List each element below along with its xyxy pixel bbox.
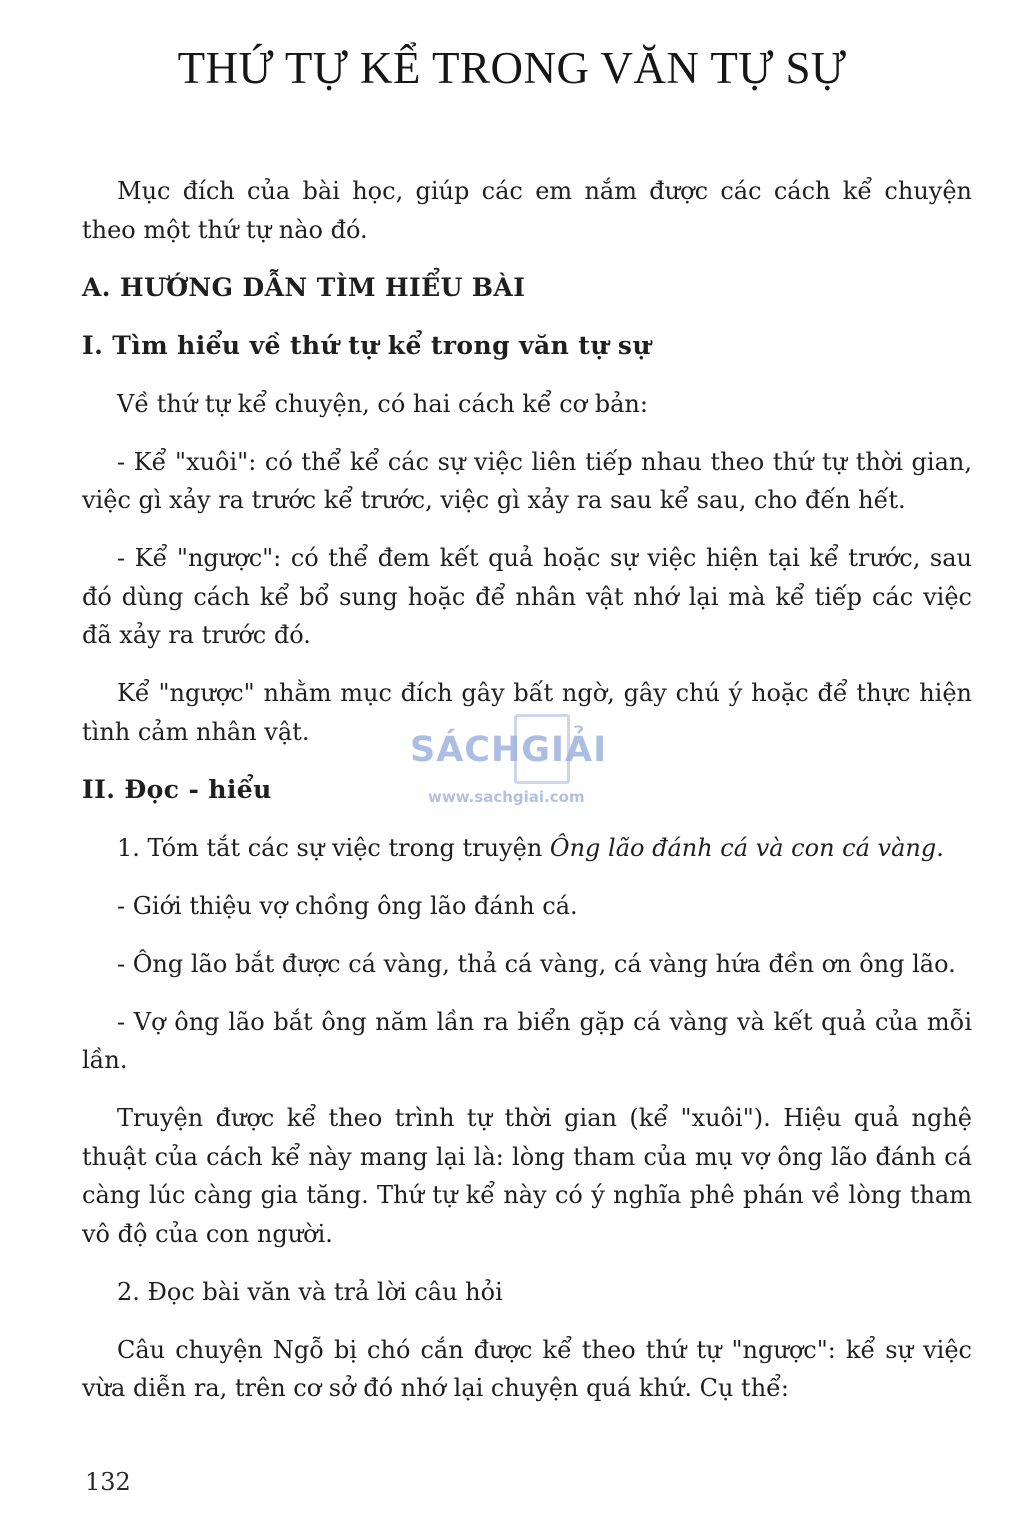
story-title: Ông lão đánh cá và con cá vàng.: [549, 833, 944, 862]
summary-bullet-2: - Ông lão bắt được cá vàng, thả cá vàng, cá vàng hứa đền ơn ông lão.: [117, 949, 956, 978]
ngo-paragraph: Câu chuyện Ngỗ bị chó cắn được kể theo thứ tự "ngược": kể sự việc vừa diễn ra, trên cơ sở đó nhớ lại chuyện quá khứ. Cụ thể:: [82, 1335, 972, 1402]
page-number: 132: [85, 1468, 131, 1496]
summary-bullet-3: - Vợ ông lão bắt ông năm lần ra biển gặp cá vàng và kết quả của mỗi lần.: [82, 1007, 972, 1074]
section-2-heading: II. Đọc - hiểu: [82, 774, 272, 804]
two-ways-paragraph: Về thứ tự kể chuyện, có hai cách kể cơ bản:: [117, 389, 648, 418]
intro-paragraph: Mục đích của bài học, giúp các em nắm được các cách kể chuyện theo một thứ tự nào đó.: [82, 177, 972, 244]
page-title: THỨ TỰ KỂ TRONG VĂN TỰ SỰ: [177, 43, 847, 93]
question-1: [82, 829, 972, 868]
watermark-brand: SÁCHGIẢI: [410, 730, 608, 770]
page-content: [82, 172, 972, 1427]
watermark-url: www.sachgiai.com: [428, 788, 585, 806]
ke-nguoc-purpose-paragraph: Kể "ngược" nhằm mục đích gây bất ngờ, gây chú ý hoặc để thực hiện tình cảm nhân vật.: [82, 679, 972, 746]
section-1-heading: I. Tìm hiểu về thứ tự kể trong văn tự sự: [82, 330, 651, 360]
ke-xuoi-paragraph: - Kể "xuôi": có thể kể các sự việc liên tiếp nhau theo thứ tự thời gian, việc gì xảy ra trước kể trước, việc gì xảy ra sau kể sau, cho đến hết.: [82, 447, 972, 514]
ke-nguoc-paragraph: - Kể "ngược": có thể đem kết quả hoặc sự việc hiện tại kể trước, sau đó dùng cách kể bổ sung hoặc để nhân vật nhớ lại mà kể tiếp các việc đã xảy ra trước đó.: [82, 544, 972, 649]
question-1-prefix: 1. Tóm tắt các sự việc trong truyện: [117, 833, 550, 862]
summary-bullet-1: - Giới thiệu vợ chồng ông lão đánh cá.: [117, 891, 578, 920]
question-2: 2. Đọc bài văn và trả lời câu hỏi: [117, 1277, 503, 1306]
section-a-heading: A. HƯỚNG DẪN TÌM HIỂU BÀI: [82, 272, 526, 302]
effect-paragraph: Truyện được kể theo trình tự thời gian (kể "xuôi"). Hiệu quả nghệ thuật của cách kể này mang lại là: lòng tham của mụ vợ ông lão đánh cá càng lúc càng gia tăng. Thứ tự kể này có ý nghĩa phê phán về lòng tham vô độ của con người.: [82, 1104, 972, 1248]
